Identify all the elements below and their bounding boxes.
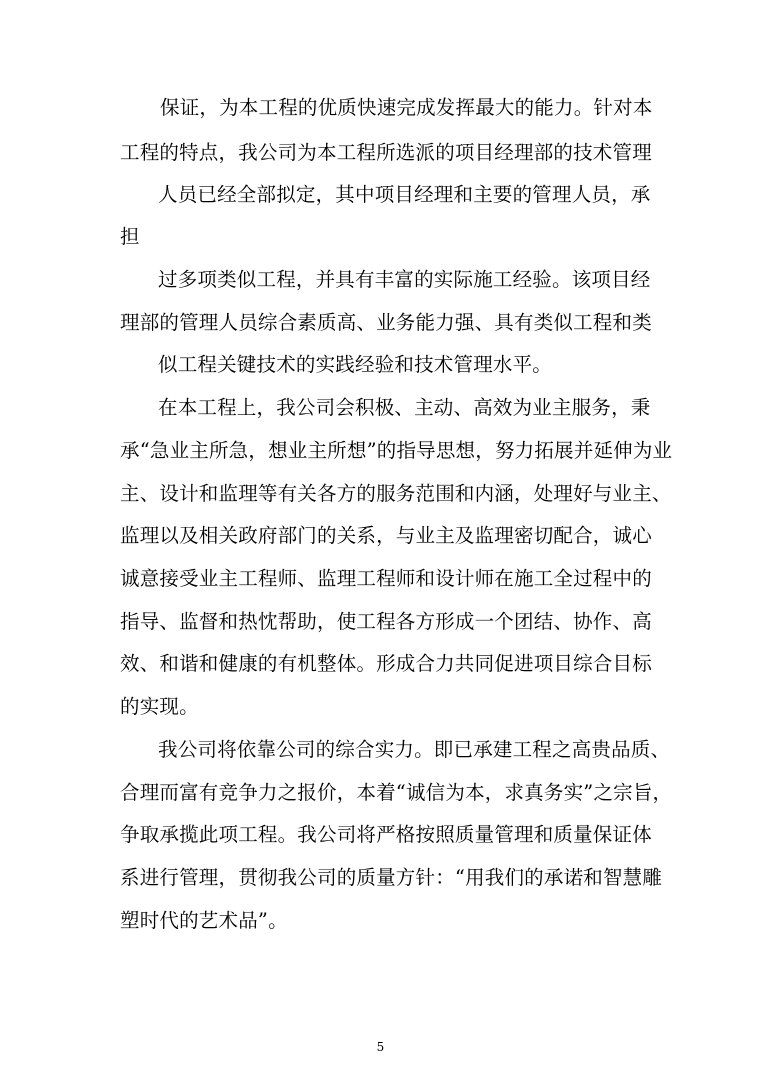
text-line: 过多项类似工程，并具有丰富的实际施工经验。该项目经 <box>158 268 651 291</box>
text-line: 担 <box>120 225 140 248</box>
text-line: 人员已经全部拟定，其中项目经理和主要的管理人员，承 <box>158 183 651 206</box>
text-line: 工程的特点，我公司为本工程所选派的项目经理部的技术管理 <box>120 141 652 164</box>
text-line: 我公司将依靠公司的综合实力。即已承建工程之高贵品质、 <box>158 738 671 761</box>
text-line: 理部的管理人员综合素质高、业务能力强、具有类似工程和类 <box>120 311 652 334</box>
text-line: 系进行管理，贯彻我公司的质量方针：“用我们的承诺和智慧雕 <box>120 866 663 889</box>
text-line: 指导、监督和热忱帮助，使工程各方形成一个团结、协作、高 <box>120 610 652 633</box>
text-line: 监理以及相关政府部门的关系，与业主及监理密切配合，诚心 <box>120 524 652 547</box>
text-line: 承“急业主所急，想业主所想”的指导思想，努力拓展并延伸为业 <box>120 439 673 462</box>
text-line: 合理而富有竞争力之报价，本着“诚信为本，求真务实”之宗旨， <box>120 781 673 804</box>
text-line: 效、和谐和健康的有机整体。形成合力共同促进项目综合目标 <box>120 652 652 675</box>
text-line: 争取承揽此项工程。我公司将严格按照质量管理和质量保证体 <box>120 823 652 846</box>
text-line: 似工程关键技术的实践经验和技术管理水平。 <box>158 353 553 376</box>
text-line: 主、设计和监理等有关各方的服务范围和内涵，处理好与业主、 <box>120 482 672 505</box>
text-line: 保证，为本工程的优质快速完成发挥最大的能力。针对本 <box>160 96 653 119</box>
text-line: 的实现。 <box>120 695 199 718</box>
text-line: 塑时代的艺术品”。 <box>120 909 288 932</box>
text-line: 诚意接受业主工程师、监理工程师和设计师在施工全过程中的 <box>120 567 652 590</box>
text-line: 在本工程上，我公司会积极、主动、高效为业主服务，秉 <box>158 396 651 419</box>
page-number: 5 <box>376 1040 385 1054</box>
